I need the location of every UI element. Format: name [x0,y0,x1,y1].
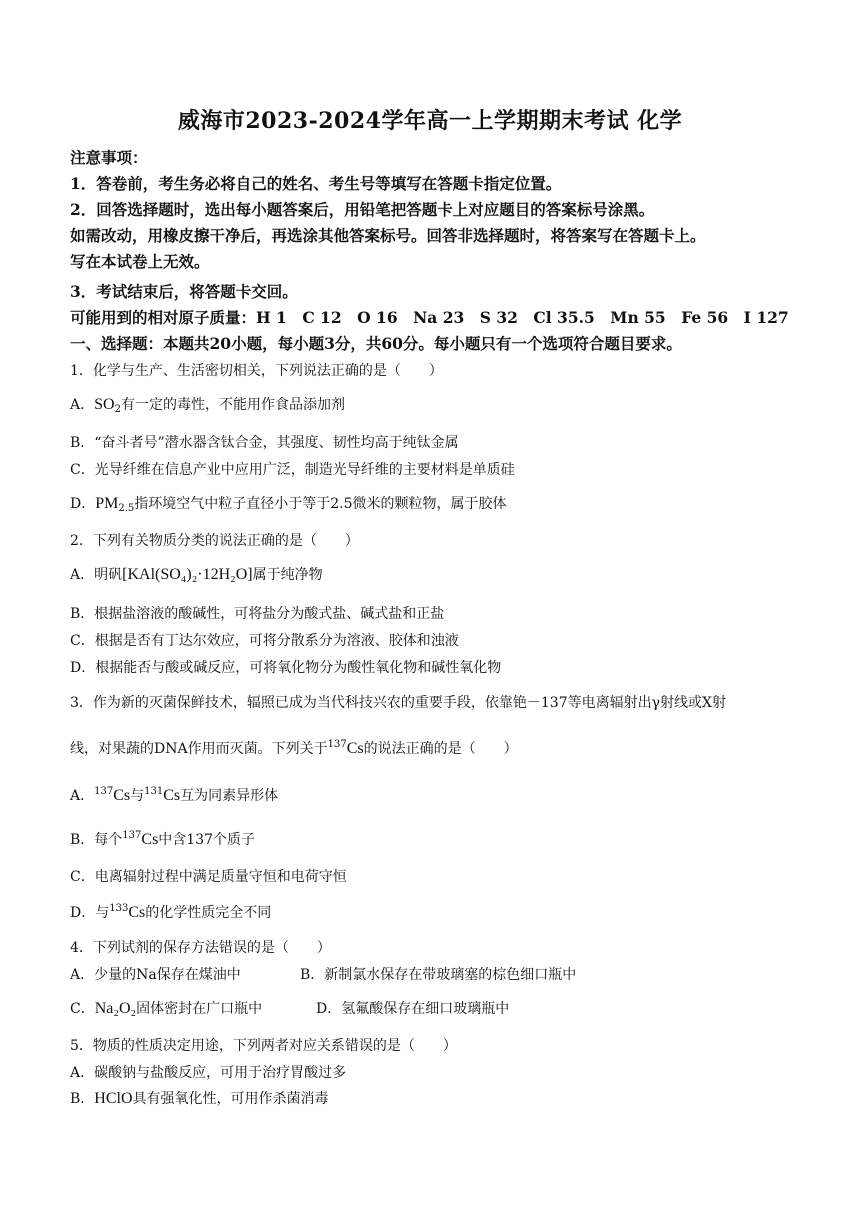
question-2-option-d: D．根据能否与酸或碱反应，可将氧化物分为酸性氧化物和碱性氧化物 [70,660,502,676]
question-3-option-a [70,785,278,805]
question-2-option-c: C．根据是否有丁达尔效应，可将分散系分为溶液、胶体和浊液 [70,633,459,649]
subscript: 2.5 [118,503,135,514]
question-3-stem-line-1: 3．作为新的灭菌保鲜技术，辐照已成为当代科技兴农的重要手段，依靠铯－137等电离辐射出γ射线或X射 [70,695,726,711]
chem-formula: Na₂O₂ [94,1000,137,1017]
question-5-option-b [70,1088,329,1108]
element-symbol: Cs [128,904,146,921]
chem-formula: HClO [94,1090,133,1107]
option-label: A．明矾 [70,567,123,583]
option-label: A． [70,397,95,413]
option-label: C． [70,1001,95,1017]
option-text: 的化学性质完全不同 [145,905,272,921]
question-4-options-row-1 [70,964,576,984]
option-text: 固体密封在广口瓶中 [136,1001,263,1017]
question-1-option-c: C．光导纤维在信息产业中应用广泛，制造光导纤维的主要材料是单质硅 [70,462,515,478]
question-1-stem: 1．化学与生产、生活密切相关，下列说法正确的是（ ） [70,363,443,379]
page-title: 威海市2023-2024学年高一上学期期末考试 化学 [177,108,683,134]
stem-text: 线，对果蔬的DNA作用而灭菌。下列关于 [70,741,328,757]
option-text: 与 [130,788,145,804]
option-text: 属于纯净物 [252,567,323,583]
question-4-option-c [70,998,316,1018]
question-5-stem: 5．物质的性质决定用途，下列两者对应关系错误的是（ ） [70,1038,457,1054]
stem-text: 的说法正确的是（ ） [363,741,518,757]
question-1-option-d [70,493,507,514]
mass-number: 137 [122,830,142,841]
question-4-option-d: D．氢氟酸保存在细口玻璃瓶中 [316,1001,510,1017]
notice-item-2-cont: 如需改动，用橡皮擦干净后，再选涂其他答案标号。回答非选择题时，将答案写在答题卡上。 [70,226,706,245]
notice-item-1: 1．答卷前，考生务必将自己的姓名、考生号等填写在答题卡指定位置。 [70,174,562,193]
option-text: 指环境空气中粒子直径小于等于2.5微米的颗粒物，属于胶体 [134,496,507,512]
mass-number: 133 [109,903,129,914]
chem-formula: PM [95,495,119,512]
element-symbol: Cs [141,831,159,848]
notice-heading: 注意事项： [70,148,148,167]
question-2-option-a [70,564,323,584]
option-text: 互为同素异形体 [180,788,279,804]
option-label: A． [70,788,95,804]
atomic-masses: 可能用到的相对原子质量：H 1 C 12 O 16 Na 23 S 32 Cl 35.5 Mn 55 Fe 56 I 127 [70,308,789,327]
question-2-option-b: B．根据盐溶液的酸碱性，可将盐分为酸式盐、碱式盐和正盐 [70,606,445,622]
question-3-option-b [70,829,255,849]
notice-item-2: 2．回答选择题时，选出每小题答案后，用铅笔把答题卡上对应题目的答案标号涂黑。 [70,200,655,219]
question-4-option-b: B．新制氯水保存在带玻璃塞的棕色细口瓶中 [300,967,577,983]
subscript: 2 [114,404,121,415]
question-3-option-c: C．电离辐射过程中满足质量守恒和电荷守恒 [70,869,347,885]
option-label: D． [70,496,96,512]
question-4-option-a: A．少量的Na保存在煤油中 [70,967,241,983]
option-label: D．与 [70,905,110,921]
element-symbol: Cs [346,740,364,757]
element-symbol: Cs [163,787,181,804]
option-text: 具有强氧化性，可用作杀菌消毒 [132,1091,329,1107]
option-label: B．每个 [70,832,123,848]
option-text: 有一定的毒性，不能用作食品添加剂 [120,397,345,413]
question-3-stem-line-2 [70,738,518,758]
question-2-stem: 2．下列有关物质分类的说法正确的是（ ） [70,533,359,549]
option-text: 中含137个质子 [158,832,256,848]
question-4-options-row-2 [70,998,509,1018]
question-3-option-d [70,902,271,922]
question-4-stem: 4．下列试剂的保存方法错误的是（ ） [70,940,331,956]
option-label: B． [70,1091,95,1107]
mass-number: 137 [94,786,114,797]
chem-formula: [KAl(SO₄)₂·12H₂O] [122,566,253,583]
question-1-option-b: B．“奋斗者号”潜水器含钛合金，其强度、韧性均高于纯钛金属 [70,435,459,451]
notice-item-2-end: 写在本试卷上无效。 [70,252,210,271]
chem-formula: SO [94,396,115,413]
question-5-option-a: A．碳酸钠与盐酸反应，可用于治疗胃酸过多 [70,1065,347,1081]
section-heading: 一、选择题：本题共20小题，每小题3分，共60分。每小题只有一个选项符合题目要求。 [70,334,682,353]
mass-number: 131 [144,786,164,797]
element-symbol: Cs [113,787,131,804]
notice-item-3: 3．考试结束后，将答题卡交回。 [70,282,298,301]
mass-number: 137 [327,739,347,750]
question-1-option-a [70,394,345,415]
